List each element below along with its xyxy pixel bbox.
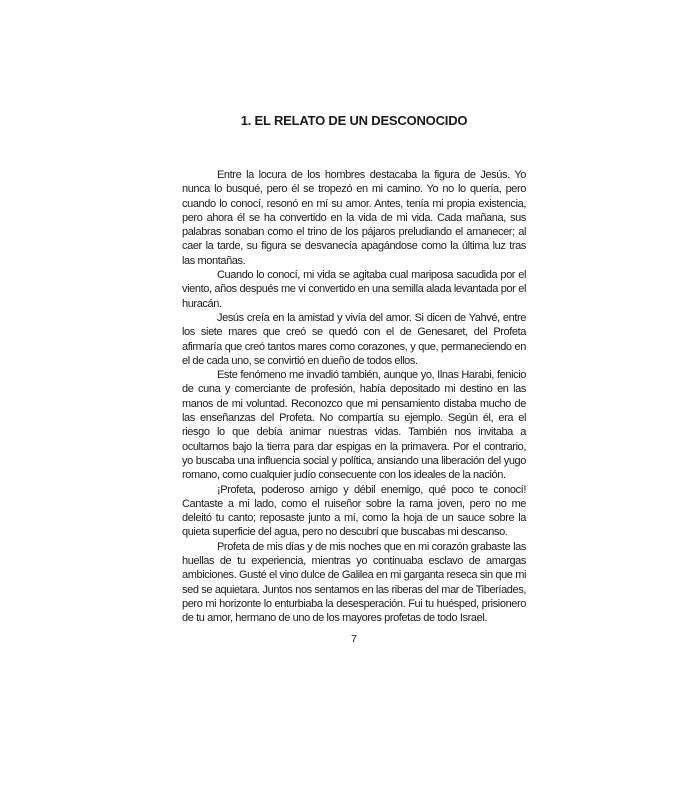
body-text [182,168,526,626]
paragraph-2: Cuando lo conocí, mi vida se agitaba cual mariposa sacudida por el viento, años después me vi convertido en una semilla alada levantada por el huracán. [182,269,526,310]
text-column [182,112,526,645]
paragraph-5: ¡Profeta, poderoso amigo y débil enemigo, qué poco te conocí! Cantaste a mi lado, como el ruiseñor sobre la rama joven, pero no me deleitó tu canto; reposaste junto a mí, como la hoja de un sauce sobre la quieta superficie del agua, pero no descubrí que buscabas mi descanso. [182,483,526,539]
paragraph-4: Este fenómeno me invadió también, aunque yo, Ilnas Harabi, fenicio de cuna y comerciante de profesión, había depositado mi destino en las manos de mi voluntad. Reconozco que mi pensamiento distaba mucho de las enseñanzas del Profeta. No compartía su ejemplo. Según él, era el riesgo lo que debía animar nuestras vidas. También nos invitaba a ocultarnos bajo la tierra para dar espigas en la primavera. Por el contrario, yo buscaba una influencia social y política, ansiando una liberación del yugo romano, como cualquier judío consecuente con los ideales de la nación. [182,369,526,482]
paragraph-3: Jesús creía en la amistad y vivía del amor. Si dicen de Yahvé, entre los siete mares que creó se quedó con el de Genesaret, del Profeta afirmaría que creó tantos mares como corazones, y que, permaneciendo en el de cada uno, se convirtió en dueño de todos ellos. [182,311,526,367]
chapter-title: 1. EL RELATO DE UN DESCONOCIDO [240,113,468,128]
paragraph-1: Entre la locura de los hombres destacaba la figura de Jesús. Yo nunca lo busqué, pero él se tropezó en mi camino. Yo no lo quería, pero cuando lo conocí, resonó en mí su amor. Antes, tenía mi propia existencia, pero ahora él se ha convertido en la vida de mi vida. Cada mañana, sus palabras sonaban como el trino de los pájaros preludiando el amanecer; al caer la tarde, su figura se desvanecía apagándose como la última luz tras las montañas. [182,169,526,267]
page-number: 7 [351,632,357,645]
paragraph-6: Profeta de mis días y de mis noches que en mi corazón grabaste las huellas de tu experiencia, mientras yo continuaba esclavo de amargas ambiciones. Gusté el vino dulce de Galilea en mi garganta reseca sin que mi sed se aquietara. Juntos nos sentamos en las riberas del mar de Tiberíades, pero mi horizonte lo enturbiaba la desesperación. Fui tu huésped, prisionero de tu amor, hermano de uno de los mayores profetas de todo Israel. [182,540,526,625]
